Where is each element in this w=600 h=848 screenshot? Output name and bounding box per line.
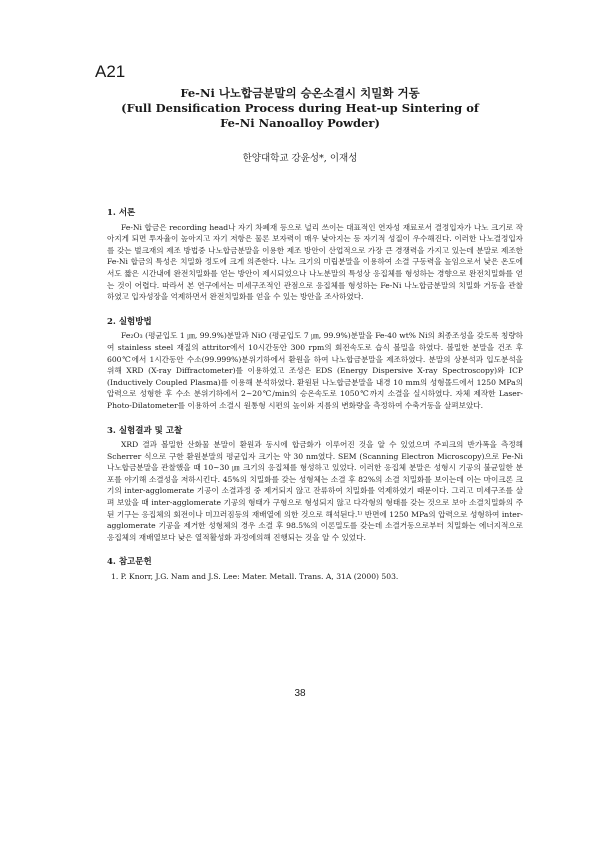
section-heading: 2. 실험방법 xyxy=(107,316,152,327)
section-heading: 3. 실험결과 및 고찰 xyxy=(107,425,183,436)
abstract-body xyxy=(107,208,523,583)
section-methods xyxy=(107,317,523,412)
author-line: 한양대학교 강윤성*, 이재성 xyxy=(242,153,358,164)
section-text: Fe-Ni 합금은 recording head나 자기 차폐재 등으로 널리 쓰이는 대표적인 연자성 재료로서 결정입자가 나노 크기로 작아지게 되면 투자율이 높아지고 자기 저항은 물론 보자력이 매우 낮아지는 등 자기적 성질이 우수해진다. 이러한 나노결정입자를 갖는 벌크재의 제조 방법중 나노합금분말을 이용한 제조 방안이 산업적으로 가장 큰 경쟁력을 가지고 있는데 분말로 제조한 Fe-Ni 합금의 특성은 치밀화 정도에 크게 의존한다. 나노 크기의 미립분말을 이용하여 소결 구동력을 높임으로서 낮은 온도에서도 짧은 시간내에 완전치밀화를 얻는 방안이 제시되었으나 나노분말의 특성상 응집체를 형성하는 경향으로 완전치밀화를 얻는 것이 어렵다. 따라서 본 연구에서는 미세구조적인 관점으로 응집체를 형성하는 Fe-Ni 나노합금분말의 치밀화 거동을 관찰하였고 입자성장을 억제하면서 완전치밀화를 얻을 수 있는 방안을 조사하였다. xyxy=(107,222,523,302)
section-heading: 1. 서론 xyxy=(107,208,136,218)
section-text: XRD 결과 볼밀한 산화물 분말이 환원과 동시에 합금화가 이루어진 것을 알 수 있었으며 주피크의 반가폭을 측정해 Scherrer 식으로 구한 환원분말의 평균입자 크기는 약 30 nm였다. SEM (Scanning Electron Microscopy)으로 Fe-Ni 나노합금분말을 관찰했을 때 10~30 ㎛ 크기의 응집체를 형성하고 있었다. 이러한 응집체 분말은 성형시 기공의 불균일한 분포를 야기해 소결성을 저하시킨다. 45%의 치밀화를 갖는 성형체는 소결 후 82%의 소결 치밀화를 보이는데 이는 마이크론 크기의 inter-agglomerate 기공이 소결과정 중 제거되지 않고 잔류하여 치밀화를 억제하였기 때문이다. 그리고 미세구조를 살펴 보았을 때 inter-agglomerate 기공의 형태가 구형으로 형성되지 않고 다각형의 형태를 갖는 것으로 보아 소결치밀화의 주된 기구는 응집체의 회전이나 미끄러짐등의 재배열에 의한 것으로 해석된다.¹⁾ 반면에 1250 MPa의 압력으로 성형하여 inter-agglomerate 기공을 제거한 성형체의 경우 소결 후 98.5%의 이론밀도를 갖는데 소결거동으로부터 치밀화는 에너지적으로 응집체의 재배열보다 낮은 열적활성화 과정에의해 진행되는 것을 알 수 있었다. xyxy=(107,440,523,542)
section-references xyxy=(107,557,523,582)
section-introduction xyxy=(107,208,523,303)
page-number: 38 xyxy=(294,688,306,699)
title-english-line1: (Full Densification Process during Heat-up Sintering of xyxy=(121,101,479,115)
title-block xyxy=(100,86,500,131)
section-results xyxy=(107,426,523,544)
section-heading: 4. 참고문헌 xyxy=(107,557,152,568)
title-korean: Fe-Ni 나노합금분말의 승온소결시 치밀화 거동 xyxy=(180,86,420,100)
abstract-code: A21 xyxy=(95,62,126,81)
reference-item: 1. P. Knorr, J.G. Nam and J.S. Lee: Mater. Metall. Trans. A, 31A (2000) 503. xyxy=(111,572,399,582)
title-english-line2: Fe-Ni Nanoalloy Powder) xyxy=(220,116,380,130)
section-text: Fe₂O₃ (평균입도 1 ㎛, 99.9%)분말과 NiO (평균입도 7 ㎛, 99.9%)분말을 Fe-40 wt% Ni의 최종조성을 갖도록 칭량하여 stainless steel 재질의 attritor에서 10시간동안 300 rpm의 회전속도로 습식 볼밀을 하였다. 볼밀한 분말을 건조 후 600℃에서 1시간동안 수소(99.999%)분위기하에서 환원을 하여 나노합금분말을 제조하였다. 분말의 상분석과 입도분석을 위해 XRD (X-ray Diffractometer)를 이용하였고 조성은 EDS (Energy Dispersive X-ray Spectroscopy)와 ICP (Inductively Coupled Plasma)를 이용해 분석하였다. 환원된 나노합금분말을 내경 10 mm의 성형몰드에서 1250 MPa의 압력으로 성형한 후 수소 분위기하에서 2~20℃/min의 승온속도로 1050℃까지 소결을 실시하였다. 자체 제작한 Laser-Photo-Dilatometer를 이용하여 소결시 원통형 시편의 높이와 지름의 변화량을 측정하여 수축거동을 살펴보았다. xyxy=(107,331,523,410)
